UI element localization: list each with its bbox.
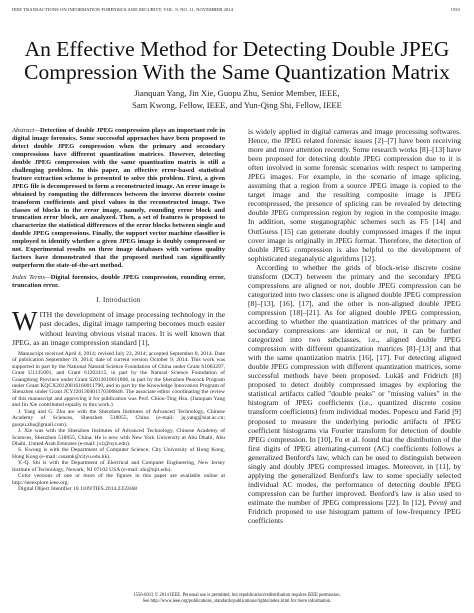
page-number: 1933 <box>450 7 460 12</box>
authors-line-1: Jianquan Yang, Jin Xie, Guopu Zhu, Senior Member, IEEE, <box>134 88 340 98</box>
abstract-label: Abstract— <box>12 127 41 134</box>
footnote-doi: Digital Object Identifier 10.1109/TIFS.2014.2359368 <box>18 486 138 493</box>
authors-line-2: Sam Kwong, Fellow, IEEE, and Yun-Qing Shi, Fellow, IEEE <box>132 99 342 110</box>
footer-line-2: See http://www.ieee.org/publications_standards/publications/rights/index.html for more information. <box>142 599 332 604</box>
abstract <box>12 127 225 270</box>
footnote-affiliation-yang-zhu: J. Yang and G. Zhu are with the Shenzhen Institutes of Advanced Technology, Chinese Academy of Sciences, Shenzhen 518055, China (e-mail: jq.yang@siat.ac.cn; guopu.zhu@gmail.com). <box>12 408 225 428</box>
intro-paragraph <box>12 306 225 347</box>
footnote-color-versions: Color versions of one or more of the figures in this paper are available online at http://ieeexplore.ieee.org. <box>12 473 225 486</box>
footer-line-1: 1556-6013 © 2014 IEEE. Personal use is permitted, but republication/redistribution requires IEEE permission. <box>133 593 341 598</box>
left-column <box>12 127 225 493</box>
running-head <box>12 7 460 12</box>
intro-text: ITH the development of image processing technology in the past decades, digital image tampering becomes much easier without leaving obvious visual traces. It is well known that JPEG, as an image compression standard [1], <box>12 310 225 347</box>
title-line-1: An Effective Method for Detecting Double JPEG <box>24 37 450 61</box>
abstract-text: Detection of double JPEG compression plays an important role in digital image forensics. Some successful approaches have been proposed to detect double JPEG compression when the primary and secondary compressions have different quantization matrices. However, detecting double JPEG compression with the same quantization matrix is still a challenging problem. In this paper, an effective error-based statistical feature extraction scheme is presented to solve this problem. First, a given JPEG file is decompressed to form a reconstructed image. An error image is obtained by computing the differences between the inverse discrete cosine transform coefficients and pixel values in the reconstructed image. Two classes of blocks in the error image, namely, rounding error block and truncation error block, are analyzed. Then, a set of features is proposed to characterize the statistical differences of the error blocks between single and double JPEG compressions. Finally, the support vector machine classifier is employed to identify whether a given JPEG image is doubly compressed or not. Experimental results on three image databases with various quality factors have demonstrated that the proposed method can significantly outperform the state-of-the-art method. <box>12 127 225 270</box>
footnote-manuscript: Manuscript received April 4, 2014; revised July 23, 2014; accepted September 8, 2014. Date of publication September 19, 2014; date of current version October 9, 2014. This work was supported in part by the National Natural Science Foundation of China under Grant 61003297, Grant U1135001, and Grant 61202415, in part by the Natural Science Foundation of Guangdong Province under Grant S2013010011806, in part by the Shenzhen Peacock Program under Grant KQCX20120816160011790, and in part by the Knowledge Innovation Program of Shenzhen under Grant JCYJ20130401170306848. The associate editor coordinating the review of this manuscript and approving it for publication was Prof. Chiou-Ting Hsu. (Jianquan Yang and Jin Xie contributed equally to this work.) <box>12 350 225 409</box>
index-terms-text: Digital forensics, double JPEG compression, rounding error, truncation error. <box>12 274 225 290</box>
index-terms <box>12 274 225 290</box>
journal-header: IEEE TRANSACTIONS ON INFORMATION FORENSICS AND SECURITY, VOL. 9, NO. 11, NOVEMBER 2014 <box>12 7 233 12</box>
footnote-affiliation-shi: Y.-Q. Shi is with the Department of Electrical and Computer Engineering, New Jersey Institute of Technology, Newark, NJ 07102 USA (e-mail: shi@njit.edu). <box>12 460 225 473</box>
body-paragraph-2: According to whether the grids of block-wise discrete cosine transform (DCT) between the primary and the secondary JPEG compressions are aligned or not, double JPEG compression can be categorized into two classes: one is aligned double JPEG compression [8]–[13], [16], [17], and the other is non-aligned double JPEG compression [18]–[21]. As for aligned double JPEG compression, according to whether the quantization matrices of the primary and secondary compressions are identical or not, it can be further categorized into two subclasses, i.e., aligned double JPEG compression with different quantization matrices [8]–[13] and that with the same quantization matrix [16], [17]. For detecting aligned double JPEG compression with different quantization matrices, some successful methods have been proposed. Lukáš and Fridrich [8] proposed to detect doubly compressed images by exploring the statistical artifacts called "double peaks" or "missing values" in the histogram of JPEG coefficients (i.e., quantized discrete cosine transform coefficients) from individual modes. Popescu and Farid [9] proposed to measure the underlying periodic artifacts of JPEG coefficient histograms via Fourier transform for detection of double JPEG compression. In [10], Fu et al. found that the distribution of the first digits of JPEG alternating-current (AC) coefficients follows a generalized Benford's law, which can be used to distinguish between singly and doubly JPEG compressed images. Moreover, in [11], by applying the generalized Benford's law to some specially selected individual AC modes, the performance of detecting double JPEG compression can be further improved. Benford's law is also used to estimate the number of JPEG compressions [22]. In [12], Pevný and Fridrich proposed to use histogram pattern of low-frequency JPEG coefficients <box>248 262 461 526</box>
title-line-2: Compression With the Same Quantization Matrix <box>24 60 450 84</box>
footnote-affiliation-kwong: S. Kwong is with the Department of Computer Science, City University of Hong Kong, Hong Kong (e-mail: cssamk@cityu.edu.hk). <box>12 447 225 460</box>
copyright-footer <box>0 593 474 605</box>
footnote-affiliation-xie: J. Xie was with the Shenzhen Institutes of Advanced Technology, Chinese Academy of Sciences, Shenzhen 518055, China. He is now with New York University at Abu Dhabi, Abu Dhabi, United Arab Emirates (e-mail: jx1@nyu.edu). <box>12 428 225 448</box>
body-paragraph-1: is widely applied in digital cameras and image processing softwares. Hence, the JPEG related forensic issues [2]–[7] have been receiving more and more attention recently. Some research works [8]–[13] have been proposed for detecting double JPEG compression due to it is often involved in some forensic scenarios with respect to tampering JPEG images. For example, in the scenario of image splicing, assuming that a region from a source JPEG image is copied to the target image and the resulting composite image is JPEG recompressed, the presence of splicing can be revealed by detecting double JPEG compression region by region in the composite image. In addition, some steganographic schemes such as F5 [14] and OutGuess [15] can generate doubly compressed images if the input cover image is originally in JPEG format. Therefore, the detection of double JPEG compression is also helpful to the development of sophisticated steganalytic algorithms [12]. <box>248 127 461 263</box>
paper-title <box>0 38 474 84</box>
section-heading: I. Introduction <box>96 297 141 305</box>
drop-cap: W <box>12 306 38 337</box>
author-list <box>0 88 474 111</box>
index-terms-label: Index Terms— <box>12 274 51 282</box>
right-column <box>248 127 461 525</box>
